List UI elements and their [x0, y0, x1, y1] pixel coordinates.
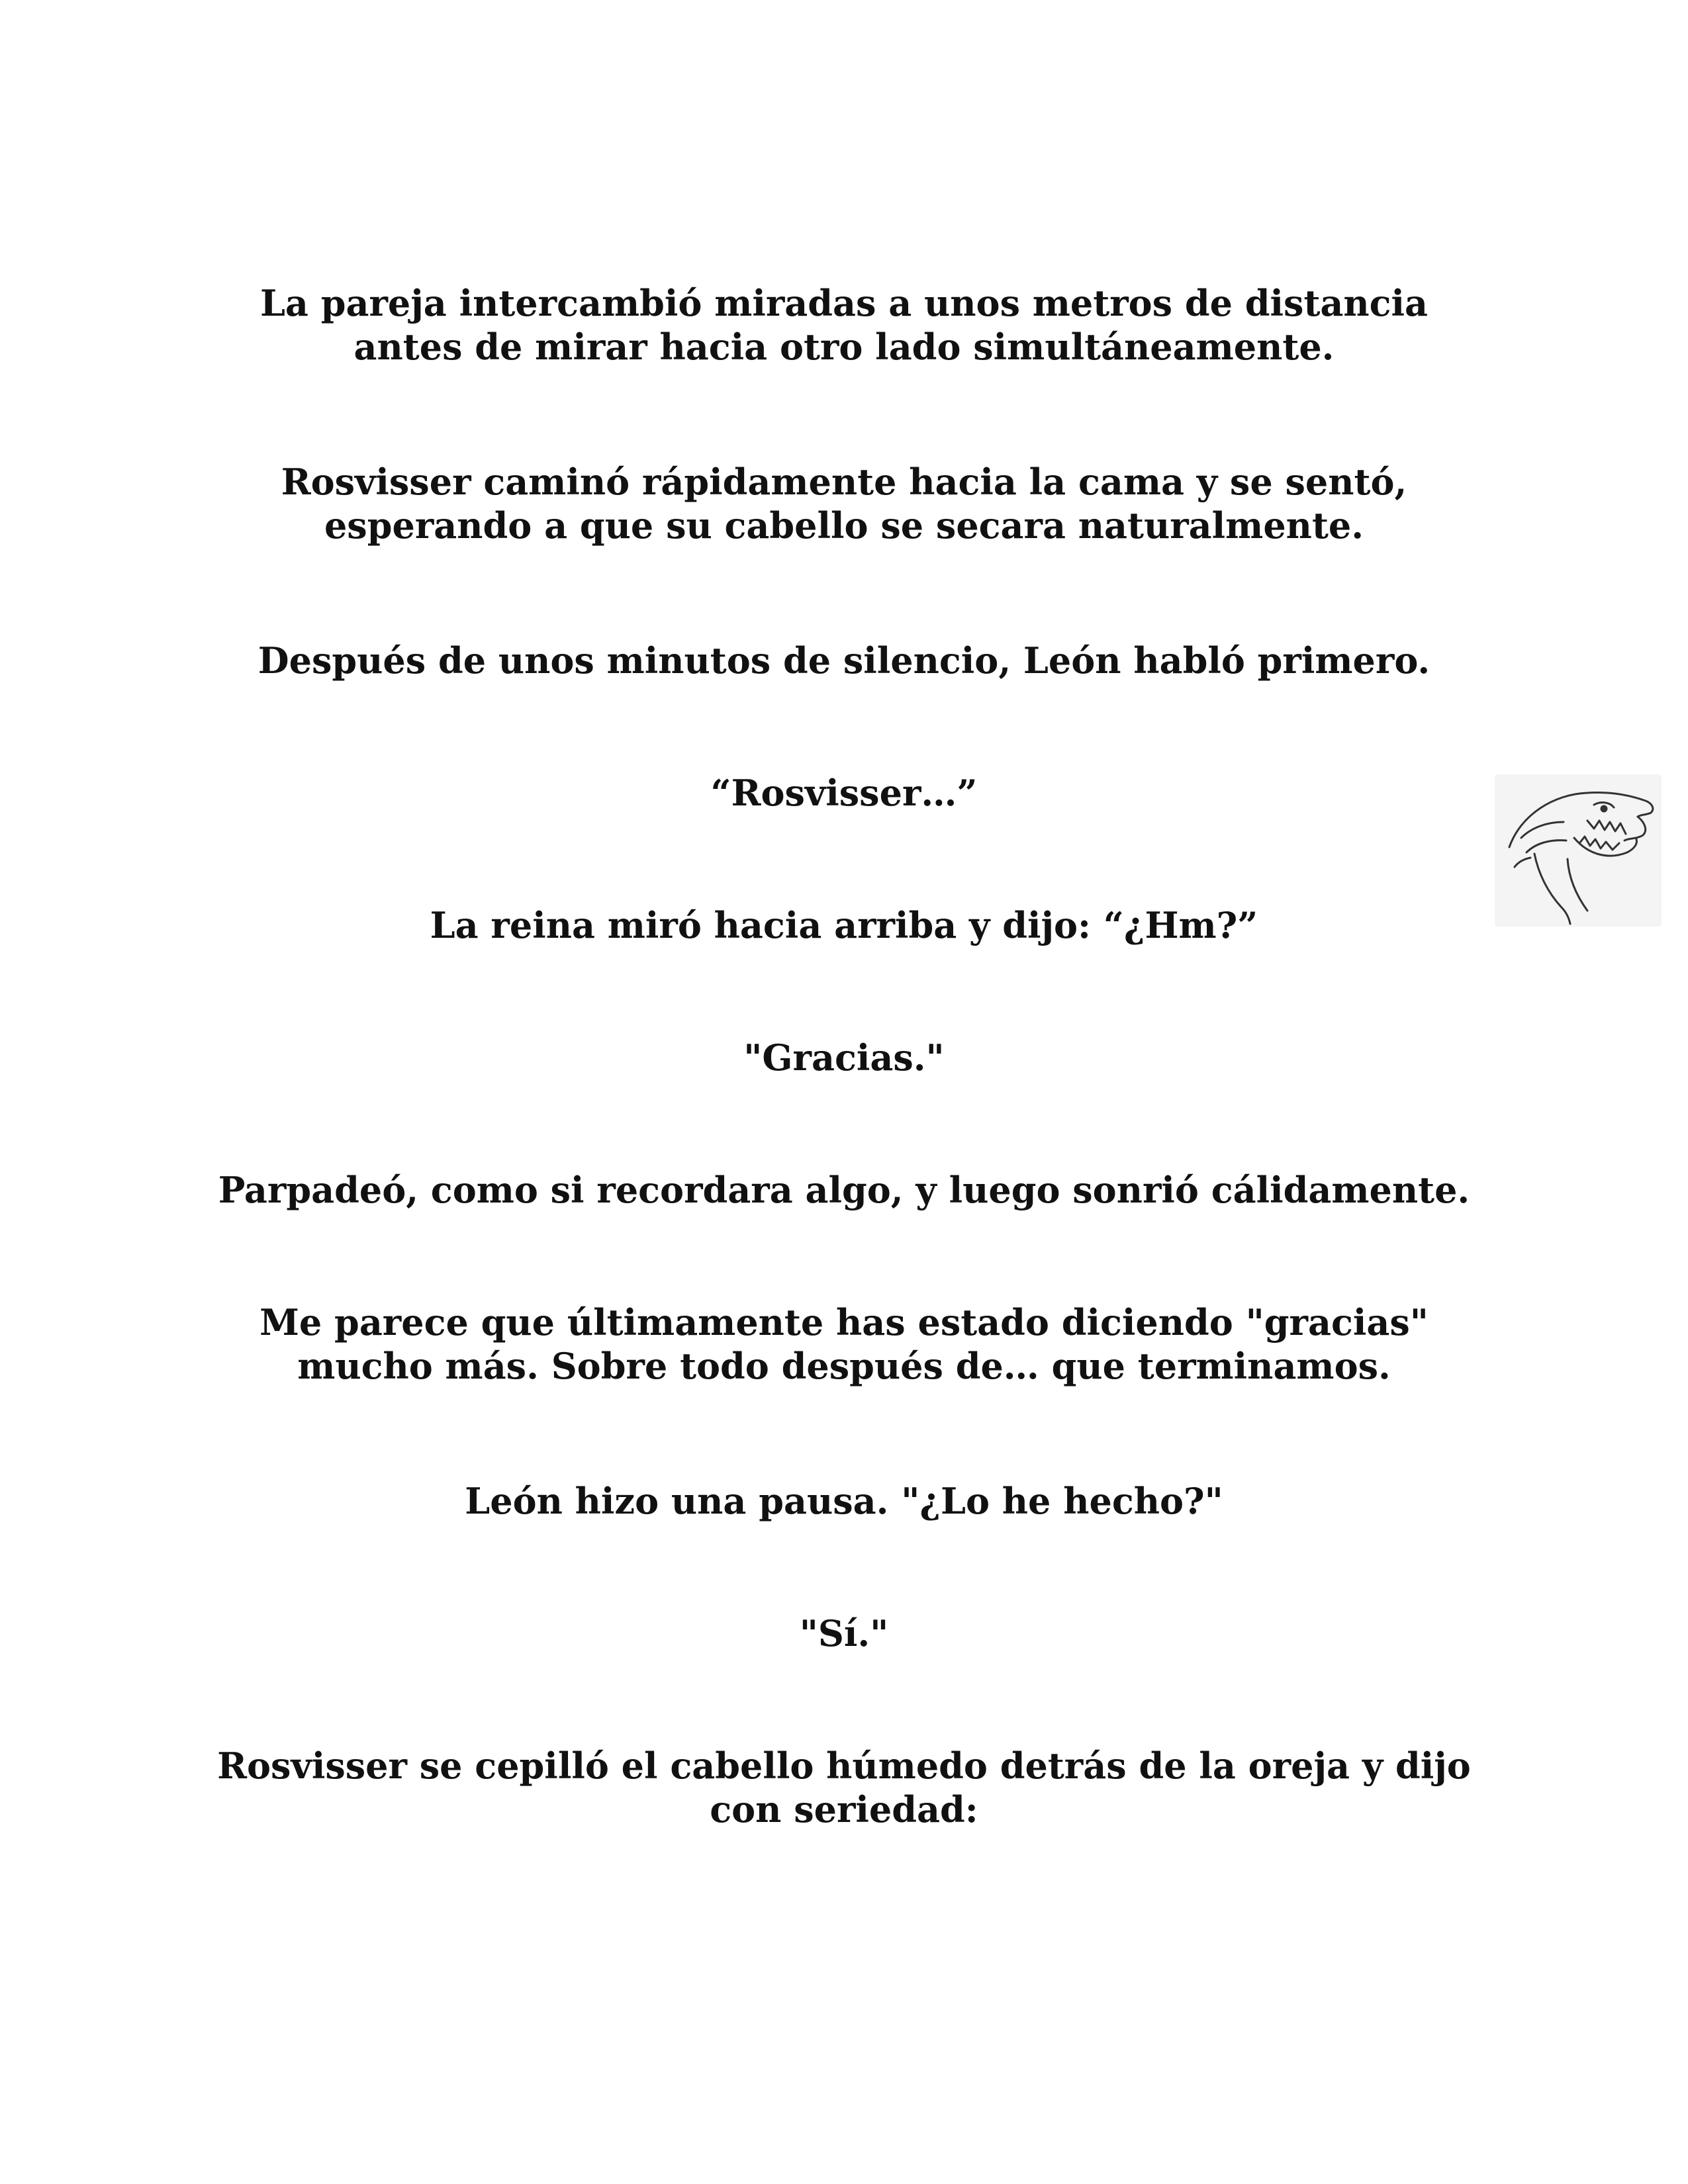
text-line: León hizo una pausa. "¿Lo he hecho?"	[465, 1480, 1223, 1522]
paragraph-9	[182, 1479, 1506, 1523]
text-line: Rosvisser caminó rápidamente hacia la cama y se sentó,	[281, 461, 1407, 503]
text-line: Después de unos minutos de silencio, León habló primero.	[258, 639, 1430, 682]
text-line: La reina miró hacia arriba y dijo: “¿Hm?”	[430, 904, 1258, 946]
paragraph-11	[182, 1744, 1506, 1831]
text-line: “Rosvisser…”	[710, 772, 978, 814]
text-line: mucho más. Sobre todo después de… que terminamos.	[297, 1345, 1391, 1387]
text-line: La pareja intercambió miradas a unos metros de distancia	[259, 282, 1429, 324]
paragraph-6	[182, 1036, 1506, 1079]
text-line: antes de mirar hacia otro lado simultáneamente.	[353, 326, 1335, 368]
paragraph-8	[182, 1300, 1506, 1388]
text-line: "Gracias."	[743, 1036, 945, 1079]
paragraph-3	[182, 639, 1506, 682]
text-line: con seriedad:	[710, 1788, 978, 1831]
paragraph-4	[182, 771, 1506, 815]
dragon-head-icon	[1495, 774, 1662, 927]
text-line: Rosvisser se cepilló el cabello húmedo detrás de la oreja y dijo	[217, 1745, 1471, 1787]
text-line: Parpadeó, como si recordara algo, y luego sonrió cálidamente.	[218, 1169, 1470, 1211]
text-line: Me parece que últimamente has estado diciendo "gracias"	[259, 1301, 1429, 1343]
paragraph-7	[182, 1168, 1506, 1212]
paragraph-5	[182, 903, 1506, 947]
text-line: esperando a que su cabello se secara naturalmente.	[324, 504, 1364, 547]
paragraph-2	[182, 460, 1506, 547]
paragraph-1	[182, 281, 1506, 369]
text-line: "Sí."	[799, 1612, 889, 1655]
paragraph-10	[182, 1612, 1506, 1655]
